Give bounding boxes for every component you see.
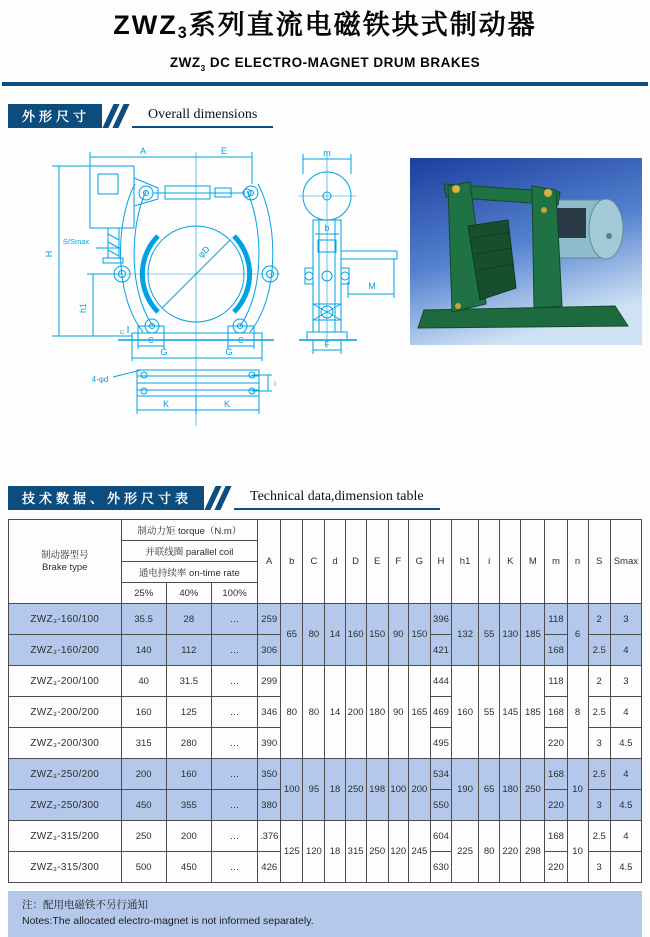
value-cell: .376: [258, 821, 281, 852]
value-cell: 130: [500, 604, 521, 666]
value-cell: 250: [121, 821, 166, 852]
brake-type-cell: ZWZ₃-160/100: [9, 604, 122, 635]
base-plan-view: [113, 370, 272, 414]
value-cell: 100: [388, 759, 408, 821]
torque-header: 制动力矩 torque（N.m）: [121, 520, 258, 541]
value-cell: 4: [610, 635, 641, 666]
value-cell: 2.5: [588, 821, 610, 852]
value-cell: 120: [388, 821, 408, 883]
dim-label-phi-d: φD: [195, 243, 212, 260]
value-cell: 112: [166, 635, 211, 666]
dim-label-i: i: [274, 381, 276, 388]
dim-col-header-D: D: [345, 520, 366, 604]
value-cell: 198: [366, 759, 388, 821]
value-cell: 450: [121, 790, 166, 821]
dim-col-header-E: E: [366, 520, 388, 604]
value-cell: …: [211, 604, 257, 635]
table-row: [9, 821, 642, 852]
value-cell: 200: [121, 759, 166, 790]
value-cell: 14: [325, 604, 345, 666]
value-cell: 168: [545, 635, 567, 666]
value-cell: 65: [479, 759, 500, 821]
value-cell: 4.5: [610, 790, 641, 821]
value-cell: 220: [545, 728, 567, 759]
dim-label-m: m: [323, 148, 331, 158]
dim-label-E: E: [220, 146, 228, 156]
value-cell: 4: [610, 821, 641, 852]
value-cell: 346: [258, 697, 281, 728]
rate-header: 通电持续率 on-time rate: [121, 562, 258, 583]
value-cell: 80: [303, 666, 325, 759]
value-cell: 65: [281, 604, 303, 666]
value-cell: 145: [500, 666, 521, 759]
value-cell: 3: [610, 604, 641, 635]
brake-type-cell: ZWZ₃-315/200: [9, 821, 122, 852]
value-cell: …: [211, 697, 257, 728]
title-divider: [2, 82, 648, 86]
value-cell: 95: [303, 759, 325, 821]
value-cell: 306: [258, 635, 281, 666]
brake-type-header-zh: 制动器型号: [41, 549, 89, 561]
table-row: [9, 604, 642, 635]
value-cell: 120: [303, 821, 325, 883]
value-cell: 6: [567, 604, 588, 666]
brake-type-cell: ZWZ₃-250/300: [9, 790, 122, 821]
value-cell: 168: [545, 821, 567, 852]
value-cell: 180: [500, 759, 521, 821]
dim-label-h1: h1: [78, 302, 88, 314]
value-cell: 500: [121, 852, 166, 883]
dim-label-H: H: [44, 250, 54, 258]
dim-col-header-C: C: [303, 520, 325, 604]
front-view: [52, 152, 280, 426]
value-cell: 125: [166, 697, 211, 728]
value-cell: 3: [588, 790, 610, 821]
value-cell: 185: [521, 604, 545, 666]
brake-type-header-en: Brake type: [42, 561, 88, 573]
value-cell: 450: [166, 852, 211, 883]
value-cell: 18: [325, 821, 345, 883]
value-cell: 380: [258, 790, 281, 821]
dim-col-header-d: d: [325, 520, 345, 604]
value-cell: 55: [479, 666, 500, 759]
dim-col-header-Smax: Smax: [610, 520, 641, 604]
table-row: [9, 666, 642, 697]
value-cell: 3: [588, 852, 610, 883]
value-cell: 150: [366, 604, 388, 666]
value-cell: 630: [430, 852, 451, 883]
value-cell: 10: [567, 759, 588, 821]
dim-label-k-right: K: [223, 399, 231, 409]
dim-col-header-A: A: [258, 520, 281, 604]
dim-col-header-F: F: [388, 520, 408, 604]
value-cell: 200: [408, 759, 430, 821]
value-cell: 90: [388, 604, 408, 666]
value-cell: 40: [121, 666, 166, 697]
value-cell: 298: [521, 821, 545, 883]
value-cell: …: [211, 852, 257, 883]
brake-type-cell: ZWZ₃-315/300: [9, 852, 122, 883]
page-title-zh: $ZWZ_3$系列直流电磁铁块式制动器: [113, 10, 537, 42]
rate-col-25: 25%: [121, 583, 166, 604]
dim-label-b: b: [324, 223, 330, 233]
rate-col-40: 40%: [166, 583, 211, 604]
value-cell: 444: [430, 666, 451, 697]
value-cell: 299: [258, 666, 281, 697]
value-cell: 550: [430, 790, 451, 821]
value-cell: 315: [121, 728, 166, 759]
dim-col-header-H: H: [430, 520, 451, 604]
value-cell: 280: [166, 728, 211, 759]
value-cell: 250: [521, 759, 545, 821]
value-cell: 55: [479, 604, 500, 666]
brake-type-header: [9, 520, 122, 604]
value-cell: 3: [610, 666, 641, 697]
value-cell: 2.5: [588, 759, 610, 790]
brake-type-cell: ZWZ₃-160/200: [9, 635, 122, 666]
value-cell: 4: [610, 759, 641, 790]
value-cell: …: [211, 821, 257, 852]
value-cell: 160: [452, 666, 479, 759]
value-cell: 220: [545, 790, 567, 821]
brake-type-cell: ZWZ₃-200/100: [9, 666, 122, 697]
dim-col-header-M: M: [521, 520, 545, 604]
section-title-en: Technical data,dimension table: [234, 485, 440, 510]
dim-label-k-left: K: [162, 399, 170, 409]
value-cell: 259: [258, 604, 281, 635]
value-cell: 165: [408, 666, 430, 759]
value-cell: 250: [366, 821, 388, 883]
value-cell: 140: [121, 635, 166, 666]
dim-col-header-h1: h1: [452, 520, 479, 604]
dim-col-header-K: K: [500, 520, 521, 604]
dim-label-F: F: [324, 340, 330, 349]
note-box: [8, 891, 642, 937]
dim-col-header-b: b: [281, 520, 303, 604]
value-cell: 604: [430, 821, 451, 852]
dim-label-g-right: G: [225, 347, 233, 357]
value-cell: 2: [588, 666, 610, 697]
dim-label-s-smax: S/Smax: [62, 237, 90, 246]
value-cell: 8: [567, 666, 588, 759]
drawing-area: [0, 136, 650, 470]
dim-label-c-right: C: [238, 336, 244, 345]
value-cell: 200: [345, 666, 366, 759]
dim-label-A: A: [139, 146, 147, 156]
value-cell: 2: [588, 604, 610, 635]
value-cell: 18: [325, 759, 345, 821]
value-cell: 469: [430, 697, 451, 728]
dim-label-n: n: [119, 330, 126, 334]
page-title-en: $ZWZ_3$ DC ELECTRO-MAGNET DRUM BRAKES: [169, 55, 481, 73]
note-line-zh: 注：配用电磁铁不另行通知: [22, 899, 148, 911]
value-cell: 3: [588, 728, 610, 759]
value-cell: 200: [166, 821, 211, 852]
brake-type-cell: ZWZ₃-200/300: [9, 728, 122, 759]
value-cell: 80: [281, 666, 303, 759]
section-title-zh: 外形尺寸: [8, 104, 102, 128]
value-cell: 534: [430, 759, 451, 790]
value-cell: 125: [281, 821, 303, 883]
dim-label-c-left: C: [148, 336, 154, 345]
value-cell: 245: [408, 821, 430, 883]
value-cell: 160: [166, 759, 211, 790]
dim-col-header-S: S: [588, 520, 610, 604]
value-cell: 355: [166, 790, 211, 821]
value-cell: …: [211, 759, 257, 790]
value-cell: 220: [500, 821, 521, 883]
value-cell: 160: [121, 697, 166, 728]
product-photo: [410, 158, 642, 345]
value-cell: …: [211, 790, 257, 821]
value-cell: 90: [388, 666, 408, 759]
value-cell: 150: [408, 604, 430, 666]
value-cell: 118: [545, 604, 567, 635]
section-title-en: Overall dimensions: [132, 103, 273, 128]
value-cell: 28: [166, 604, 211, 635]
dim-col-header-n: n: [567, 520, 588, 604]
value-cell: 4: [610, 697, 641, 728]
value-cell: 220: [545, 852, 567, 883]
dim-col-header-G: G: [408, 520, 430, 604]
value-cell: 168: [545, 759, 567, 790]
value-cell: 4.5: [610, 728, 641, 759]
note-line-en: Notes:The allocated electro-magnet is not informed separately.: [22, 915, 314, 927]
value-cell: …: [211, 635, 257, 666]
value-cell: 80: [303, 604, 325, 666]
dim-col-header-i: i: [479, 520, 500, 604]
coil-header: 并联线圈 parallel coil: [121, 541, 258, 562]
value-cell: 396: [430, 604, 451, 635]
side-view: [298, 152, 397, 354]
value-cell: 10: [567, 821, 588, 883]
dim-label-g-left: G: [160, 347, 168, 357]
value-cell: 350: [258, 759, 281, 790]
value-cell: 4.5: [610, 852, 641, 883]
table-row: [9, 759, 642, 790]
value-cell: 185: [521, 666, 545, 759]
value-cell: 160: [345, 604, 366, 666]
value-cell: 495: [430, 728, 451, 759]
value-cell: 250: [345, 759, 366, 821]
brake-type-cell: ZWZ₃-250/200: [9, 759, 122, 790]
value-cell: 14: [325, 666, 345, 759]
value-cell: 35.5: [121, 604, 166, 635]
spec-table: [8, 519, 642, 883]
value-cell: 315: [345, 821, 366, 883]
value-cell: 421: [430, 635, 451, 666]
value-cell: 100: [281, 759, 303, 821]
value-cell: …: [211, 666, 257, 697]
value-cell: 180: [366, 666, 388, 759]
dim-col-header-m: m: [545, 520, 567, 604]
value-cell: 426: [258, 852, 281, 883]
section-header-dimensions: [8, 102, 650, 128]
value-cell: 2.5: [588, 635, 610, 666]
value-cell: 80: [479, 821, 500, 883]
value-cell: 2.5: [588, 697, 610, 728]
brake-type-cell: ZWZ₃-200/200: [9, 697, 122, 728]
value-cell: 118: [545, 666, 567, 697]
value-cell: 190: [452, 759, 479, 821]
value-cell: 132: [452, 604, 479, 666]
value-cell: 168: [545, 697, 567, 728]
value-cell: …: [211, 728, 257, 759]
value-cell: 390: [258, 728, 281, 759]
dim-label-four-phi-d: 4-φd: [91, 375, 109, 384]
value-cell: 225: [452, 821, 479, 883]
rate-col-100: 100%: [211, 583, 257, 604]
section-title-zh: 技术数据、外形尺寸表: [8, 486, 204, 510]
dim-label-M: M: [368, 281, 376, 291]
section-header-table: [8, 484, 650, 510]
value-cell: 31.5: [166, 666, 211, 697]
